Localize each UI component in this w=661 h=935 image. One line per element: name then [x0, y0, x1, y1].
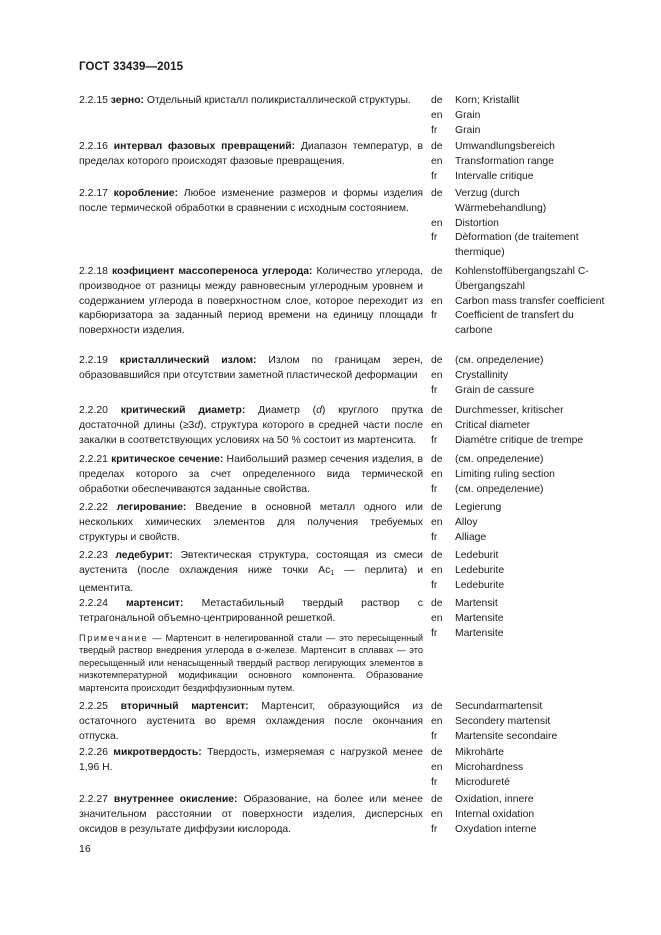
term-definition: [79, 700, 423, 744]
term-number: 2.2.24: [79, 598, 127, 609]
translation-row: [431, 564, 611, 579]
translated-term: Grain: [455, 124, 481, 136]
language-code: en: [431, 109, 443, 121]
translated-term: Korn; Kristallit: [455, 95, 520, 106]
translation-row: [431, 531, 611, 546]
term-name: внутреннее окисление:: [113, 794, 238, 805]
term-definition-text: Диапазон температур, в пределах которого происходят фазовые превращения.: [79, 141, 423, 167]
translation-row: [431, 140, 611, 155]
translated-term: Durchmesser, kritischer: [455, 405, 564, 416]
language-code: fr: [431, 579, 438, 591]
translated-term: Diamétre critique de trempe: [455, 434, 584, 446]
language-code: de: [431, 141, 443, 152]
translated-term: Internal oxidation: [455, 808, 535, 820]
term-definition: [79, 354, 423, 384]
translated-term: Legierung: [455, 502, 502, 513]
language-code: fr: [431, 310, 438, 322]
term-number: 2.2.21: [79, 454, 112, 465]
term-translations: [431, 597, 611, 641]
term-number: 2.2.18: [79, 266, 112, 277]
term-definition-text: Введение в основной металл одного или нескольких химических элементов для получения требуемых структуры и свойств.: [79, 502, 423, 543]
translation-row: [431, 404, 611, 419]
language-code: en: [431, 468, 443, 480]
translation-row: [431, 597, 611, 612]
translation-row: [431, 579, 611, 594]
language-code: de: [431, 550, 443, 561]
term-definition-text: Наибольший размер сечения изделия, в пределах которого за счет определенного вида термической обработки обеспечиваются заданные свойства.: [79, 454, 423, 495]
translated-term: Mikrohärte: [455, 747, 505, 758]
term-definition-text: Количество углерода, производное от разницы между равновесным углеродным уровнем и содержанием углерода в поверхностном слое, которое переходит из карбюризатора за заданный период времени на единицу площади поверхности изделия.: [79, 266, 424, 337]
term-definition: [79, 404, 423, 448]
language-code: en: [431, 217, 443, 229]
term-translations: [431, 187, 611, 261]
term-number: 2.2.20: [79, 405, 121, 416]
term-name: интервал фазовых превращений:: [113, 141, 296, 152]
translation-row: [431, 434, 611, 449]
translation-row: [431, 94, 611, 109]
language-code: de: [431, 502, 443, 513]
language-code: de: [431, 794, 443, 805]
term-definition: [79, 187, 423, 217]
translation-row: [431, 187, 611, 217]
language-code: en: [431, 369, 443, 381]
language-code: de: [431, 266, 443, 277]
translated-term: Crystallinity: [455, 369, 509, 381]
translated-term: Critical diameter: [455, 419, 531, 431]
translated-term: Carbon mass transfer coefficient: [455, 295, 605, 307]
language-code: fr: [431, 483, 438, 495]
term-translations: [431, 700, 611, 744]
term-definition-text: Эвтектическая структура, состоящая из смеси аустенита (после охлаждения ниже точки $Ас_1$ — перлита) и цементита.: [79, 550, 424, 594]
term-definition: [79, 549, 423, 596]
term-name: зерно:: [110, 95, 145, 106]
language-code: de: [431, 454, 443, 465]
translation-row: [431, 369, 611, 384]
term-name: коэфициент массопереноса углерода:: [111, 266, 313, 277]
language-code: en: [431, 295, 443, 307]
term-number: 2.2.16: [79, 141, 114, 152]
language-code: fr: [431, 170, 438, 182]
language-code: fr: [431, 776, 438, 788]
language-code: de: [431, 598, 443, 609]
term-name: коробление:: [113, 188, 179, 199]
language-code: en: [431, 808, 443, 820]
translated-term: Secondery martensit: [455, 715, 551, 727]
translation-row: [431, 700, 611, 715]
language-code: de: [431, 405, 443, 416]
translation-row: [431, 549, 611, 564]
language-code: de: [431, 95, 443, 106]
translated-term: Alloy: [455, 516, 478, 528]
term-number: 2.2.23: [79, 550, 116, 561]
translation-row: [431, 793, 611, 808]
translation-row: [431, 483, 611, 498]
language-code: en: [431, 761, 443, 773]
language-code: en: [431, 564, 443, 576]
translated-term: Kohlenstoffübergangszahl C- Übergangszahl: [455, 266, 589, 292]
language-code: fr: [431, 627, 438, 639]
translation-row: [431, 715, 611, 730]
translated-term: Oxydation interne: [455, 823, 537, 835]
term-definition: [79, 140, 423, 170]
term-definition: [79, 597, 423, 695]
page-number: 16: [79, 843, 91, 855]
translated-term: (см. определение): [455, 483, 544, 495]
term-definition-text: Мартенсит, образующийся из остаточного аустенита во время охлаждения после окончания отпуска.: [79, 701, 423, 742]
translation-row: [431, 453, 611, 468]
translated-term: Distortion: [455, 217, 499, 229]
language-code: de: [431, 701, 443, 712]
translation-row: [431, 170, 611, 185]
translated-term: (см. определение): [455, 454, 544, 465]
term-definition-text: Отдельный кристалл поликристаллической структуры.: [144, 95, 411, 106]
translated-term: Grain: [455, 109, 481, 121]
term-definition-text: Образование, на более или менее значительном расстоянии от поверхности изделия, дисперсных оксидов в результате диффузии кислорода.: [79, 794, 423, 835]
translation-row: [431, 309, 611, 339]
term-name: ледебурит:: [115, 550, 174, 561]
translation-row: [431, 730, 611, 745]
translation-row: [431, 419, 611, 434]
translation-row: [431, 776, 611, 791]
term-translations: [431, 793, 611, 837]
term-translations: [431, 501, 611, 545]
term-name: вторичный мартенсит:: [120, 701, 249, 712]
term-number: 2.2.15: [79, 95, 111, 106]
language-code: fr: [431, 823, 438, 835]
term-number: 2.2.25: [79, 701, 121, 712]
term-translations: [431, 404, 611, 448]
term-note: Примечание — Мартенсит в нелегированной стали — это пересыщенный твердый раствор внедрения углерода в α-железе. Мартенсит в сплавах — это пересыщенный или ненасыщенный твердый раствор легирующих элементов в низкотемпературной модификации основного компонента. Образование мартенсита происходит бездиффузионным путем.: [79, 632, 423, 693]
term-name: критический диаметр:: [120, 405, 246, 416]
term-definition-text: Метастабильный твердый раствор с тетрагональной объемно-центрированной решеткой.: [79, 598, 423, 624]
term-translations: [431, 453, 611, 497]
translated-term: Microdureté: [455, 776, 510, 788]
language-code: en: [431, 612, 443, 624]
translated-term: Umwandlungsbereich: [455, 141, 555, 152]
translation-row: [431, 231, 611, 261]
translation-row: [431, 217, 611, 232]
term-definition: [79, 94, 423, 109]
translation-row: [431, 384, 611, 399]
translated-term: Secundarmartensit: [455, 701, 543, 712]
translated-term: Oxidation, innere: [455, 794, 534, 805]
term-translations: [431, 140, 611, 184]
term-definition: [79, 793, 423, 837]
document-header: ГОСТ 33439—2015: [79, 61, 184, 73]
translated-term: Verzug (durch Wärmebehandlung): [455, 188, 547, 214]
language-code: fr: [431, 730, 438, 742]
language-code: en: [431, 516, 443, 528]
translation-row: [431, 612, 611, 627]
translated-term: Ledeburit: [455, 550, 499, 561]
term-definition: [79, 265, 423, 339]
language-code: fr: [431, 232, 438, 244]
translation-row: [431, 761, 611, 776]
term-definition-text: Любое изменение размеров и формы изделия после термической обработки в сравнении с исходным состоянием.: [79, 188, 424, 214]
translated-term: Limiting ruling section: [455, 468, 555, 480]
term-definition-text: Твердость, измеряемая с нагрузкой менее 1,96 Н.: [79, 747, 423, 773]
term-number: 2.2.22: [79, 502, 117, 513]
language-code: fr: [431, 384, 438, 396]
term-definition-text: Излом по границам зерен, образовавшийся при отсутствии заметной пластической деформации: [79, 355, 423, 381]
term-translations: [431, 549, 611, 593]
language-code: de: [431, 747, 443, 758]
language-code: en: [431, 419, 443, 431]
translation-row: [431, 354, 611, 369]
term-number: 2.2.19: [79, 355, 120, 366]
translation-row: [431, 808, 611, 823]
language-code: en: [431, 715, 443, 727]
translated-term: Dèformation (de traitement thermique): [455, 232, 579, 259]
term-translations: [431, 746, 611, 790]
translated-term: (см. определение): [455, 355, 544, 366]
translated-term: Martensite secondaire: [455, 730, 558, 742]
term-translations: [431, 265, 611, 339]
translated-term: Ledeburite: [455, 564, 505, 576]
translation-row: [431, 823, 611, 838]
translated-term: Martensite: [455, 627, 504, 639]
term-definition: [79, 501, 423, 545]
term-number: 2.2.17: [79, 188, 114, 199]
term-definition: [79, 746, 423, 776]
translated-term: Microhardness: [455, 761, 524, 773]
translated-term: Martensit: [455, 598, 498, 609]
translated-term: Ledeburite: [455, 579, 505, 591]
language-code: fr: [431, 124, 438, 136]
translation-row: [431, 109, 611, 124]
translation-row: [431, 155, 611, 170]
term-definition-text: Диаметр (d) круглого прутка достаточной длины (≥3d), структура которого в средней части после закалки в соответствующих условиях на 50 % состоит из мартенсита.: [79, 405, 424, 446]
translated-term: Martensite: [455, 612, 504, 624]
translated-term: Transformation range: [455, 155, 554, 167]
translation-row: [431, 124, 611, 139]
term-translations: [431, 354, 611, 398]
translated-term: Coefficient de transfert du carbone: [455, 310, 574, 337]
translated-term: Grain de cassure: [455, 384, 535, 396]
translation-row: [431, 627, 611, 642]
language-code: fr: [431, 531, 438, 543]
term-translations: [431, 94, 611, 138]
language-code: en: [431, 155, 443, 167]
translation-row: [431, 501, 611, 516]
term-name: критическое сечение:: [111, 454, 224, 465]
translated-term: Alliage: [455, 531, 487, 543]
language-code: de: [431, 188, 443, 199]
translation-row: [431, 468, 611, 483]
language-code: fr: [431, 434, 438, 446]
term-number: 2.2.26: [79, 747, 114, 758]
translation-row: [431, 265, 611, 295]
translation-row: [431, 516, 611, 531]
term-name: мартенсит:: [126, 598, 184, 609]
language-code: de: [431, 355, 443, 366]
translated-term: Intervalle critique: [455, 170, 534, 182]
translation-row: [431, 746, 611, 761]
translation-row: [431, 295, 611, 310]
term-definition: [79, 453, 423, 497]
term-name: кристаллический излом:: [119, 355, 257, 366]
term-name: легирование:: [116, 502, 187, 513]
term-number: 2.2.27: [79, 794, 114, 805]
term-name: микротвердость:: [113, 747, 202, 758]
